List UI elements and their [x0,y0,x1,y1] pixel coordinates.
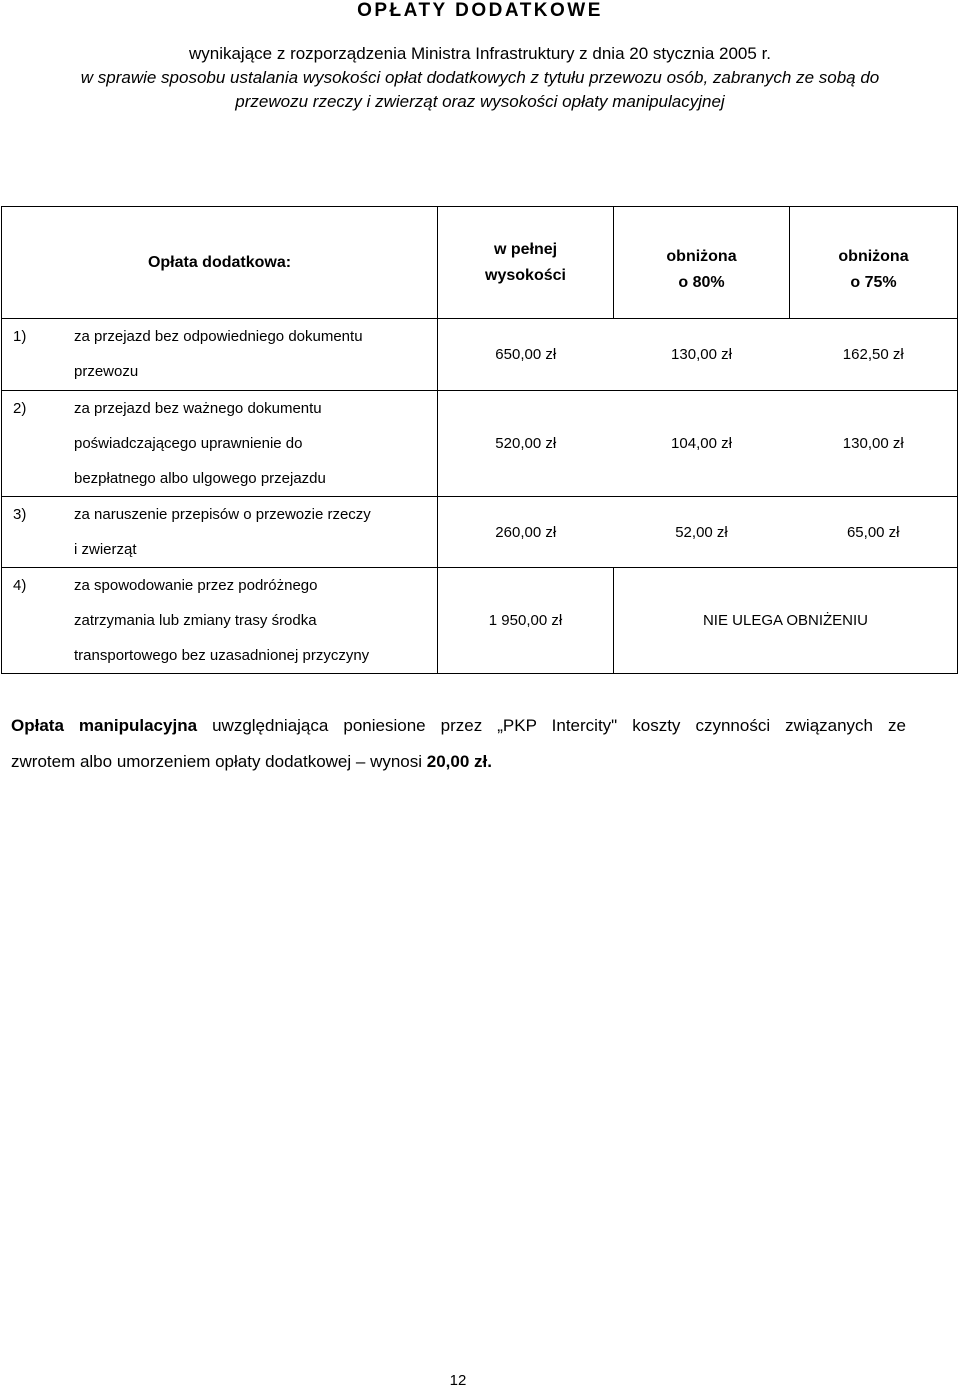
fee-full-amount: 650,00 zł [438,319,614,391]
subtitle-line-1: wynikające z rozporządzenia Ministra Infrastruktury z dnia 20 stycznia 2005 r. [188,44,772,63]
fee-description: 2) za przejazd bez ważnego dokumentu poświadczającego uprawnienie do bezpłatnego albo ulgowego przejazdu [2,391,438,497]
note-bold-lead: Opłata manipulacyjna [11,716,198,735]
table-row [2,568,958,674]
header-fee-type: Opłata dodatkowa: [2,207,438,319]
fee-not-reduced: NIE ULEGA OBNIŻENIU [614,568,958,674]
handling-fee-note [11,708,906,780]
subtitle-line-3: przewozu rzeczy i zwierząt oraz wysokości opłaty manipulacyjnej [235,92,725,111]
fee-description: 4) za spowodowanie przez podróżnego zatrzymania lub zmiany trasy środka transportowego bez uzasadnionej przyczyny [2,568,438,674]
fee-description: 1) za przejazd bez odpowiedniego dokumentu przewozu [2,319,438,391]
note-amount: 20,00 zł. [426,752,492,771]
document-title: OPŁATY DODATKOWE [357,0,603,21]
document-subtitle [0,42,960,114]
table-row [2,391,958,497]
page-number: 12 [449,1372,467,1389]
fee-reduced-75: 162,50 zł [790,319,958,391]
header-reduced-80: obniżona o 80% [614,207,790,319]
header-reduced-75: obniżona o 75% [790,207,958,319]
fee-full-amount: 260,00 zł [438,497,614,568]
fee-full-amount: 520,00 zł [438,391,614,497]
fee-reduced-80: 130,00 zł [614,319,790,391]
table-row [2,497,958,568]
table-header-row [2,207,958,319]
fees-table [1,206,958,674]
note-text-1: uwzględniająca poniesione przez „PKP Intercity" koszty czynności związanych ze [212,716,906,735]
fee-reduced-80: 52,00 zł [614,497,790,568]
table-row [2,319,958,391]
subtitle-line-2: w sprawie sposobu ustalania wysokości opłat dodatkowych z tytułu przewozu osób, zabranych ze sobą do [80,68,880,87]
fee-description: 3) za naruszenie przepisów o przewozie rzeczy i zwierząt [2,497,438,568]
fee-reduced-80: 104,00 zł [614,391,790,497]
fee-reduced-75: 65,00 zł [790,497,958,568]
fee-reduced-75: 130,00 zł [790,391,958,497]
note-text-2: zwrotem albo umorzeniem opłaty dodatkowej – wynosi [11,752,423,771]
fee-full-amount: 1 950,00 zł [438,568,614,674]
header-full-amount: w pełnej wysokości [438,207,614,319]
